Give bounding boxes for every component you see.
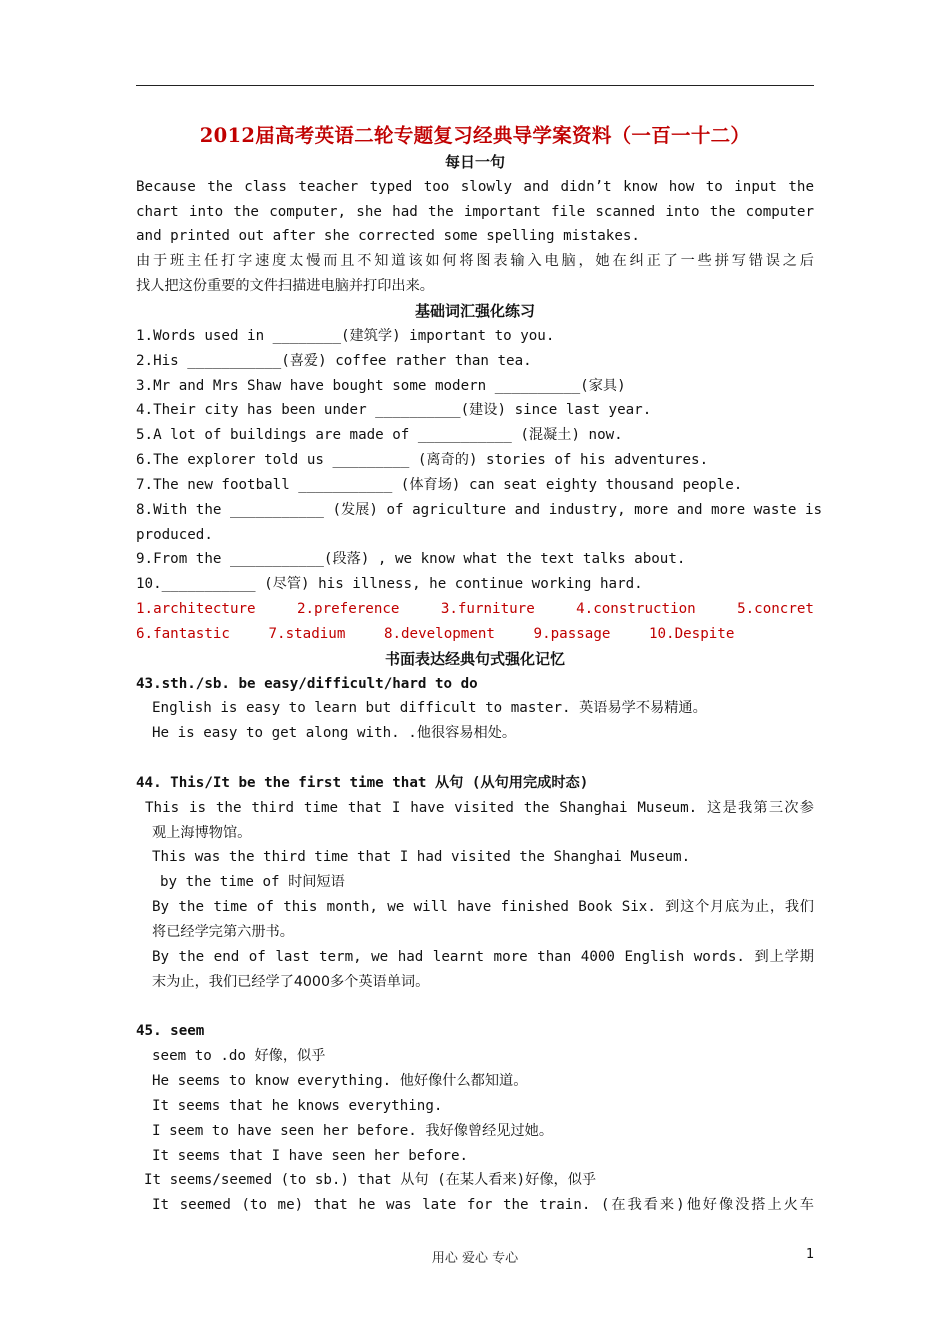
example-line: This was the third time that I had visited the Shanghai Museum.	[152, 849, 691, 866]
answer-item: 10.Despite	[648, 625, 735, 642]
vocab-item: 1.Words used in ________(建筑学) important to you.	[136, 327, 555, 344]
vocab-item: 10.___________ (尽管) his illness, he continue working hard.	[136, 576, 643, 593]
document-title: 2012届高考英语二轮专题复习经典导学案资料（一百一十二）	[199, 124, 751, 147]
example-line: It seems that I have seen her before.	[152, 1147, 469, 1164]
example-line: It seems that he knows everything.	[152, 1097, 443, 1114]
footer-motto: 用心 爱心 专心	[431, 1251, 519, 1266]
answer-key-row-1	[136, 597, 814, 622]
daily-chinese-line: 由于班主任打字速度太慢而且不知道该如何将图表输入电脑，她在纠正了一些拼写错误之后	[136, 253, 814, 270]
vocab-item: 6.The explorer told us _________ (离奇的) stories of his adventures.	[136, 452, 709, 469]
example-line: English is easy to learn but difficult to master. 英语易学不易精通。	[152, 700, 707, 717]
vocab-item: 5.A lot of buildings are made of ___________ (混凝土) now.	[136, 427, 623, 444]
vocab-heading: 基础词汇强化练习	[414, 302, 535, 321]
answer-item: 7.stadium	[268, 625, 346, 642]
daily-chinese-line: 找人把这份重要的文件扫描进电脑并打印出来。	[136, 278, 434, 295]
writing-heading: 书面表达经典句式强化记忆	[384, 649, 565, 668]
example-line: By the time of this month, we will have finished Book Six. 到这个月底为止，我们	[152, 899, 814, 916]
vocab-item: 9.From the ___________(段落) , we know what the text talks about.	[136, 551, 686, 568]
page-number: 1	[806, 1247, 815, 1262]
example-line: He is easy to get along with. .他很容易相处。	[152, 725, 517, 742]
example-line: It seemed (to me) that he was late for the train. (在我看来)他好像没搭上火车	[152, 1197, 814, 1214]
example-line: I seem to have seen her before. 我好像曾经见过她。	[152, 1122, 554, 1139]
example-line: This is the third time that I have visited the Shanghai Museum. 这是我第三次参	[145, 799, 814, 816]
answer-item: 9.passage	[533, 625, 611, 642]
daily-english-line: Because the class teacher typed too slowly and didn’t know how to input the	[136, 178, 814, 195]
daily-sentence-heading: 每日一句	[444, 153, 505, 171]
vocab-item: 7.The new football ___________ (体育场) can seat eighty thousand people.	[136, 476, 743, 493]
example-line: 末为止，我们已经学了4000多个英语单词。	[152, 973, 430, 990]
answer-item: 1.architecture	[136, 601, 256, 618]
example-line: By the end of last term, we had learnt more than 4000 English words. 到上学期	[152, 948, 814, 965]
vocab-item-continued: produced.	[136, 526, 213, 543]
vocab-item: 4.Their city has been under __________(建设) since last year.	[136, 402, 652, 419]
pattern-43-title: 43.sth./sb. be easy/difficult/hard to do	[136, 675, 478, 692]
example-line: by the time of 时间短语	[160, 874, 345, 891]
pattern-45-title: 45. seem	[136, 1023, 205, 1040]
example-line: It seems/seemed (to sb.) that 从句 (在某人看来)好像，似乎	[144, 1172, 597, 1189]
example-line: He seems to know everything. 他好像什么都知道。	[152, 1073, 528, 1090]
vocab-item: 8.With the ___________ (发展) of agriculture and industry, more and more waste is	[136, 501, 823, 518]
answer-item: 4.construction	[576, 601, 696, 618]
vocab-item: 3.Mr and Mrs Shaw have bought some modern __________(家具)	[136, 377, 626, 394]
pattern-44-title: 44. This/It be the first time that 从句 (从句用完成时态)	[136, 774, 589, 791]
example-line: 观上海博物馆。	[152, 824, 252, 841]
answer-item: 8.development	[383, 625, 495, 642]
document-body	[136, 122, 823, 1218]
header-rule	[136, 85, 814, 86]
vocab-item: 2.His ___________(喜爱) coffee rather than tea.	[136, 352, 532, 369]
example-line: 将已经学完第六册书。	[152, 924, 294, 941]
answer-item: 6.fantastic	[136, 625, 230, 642]
daily-english-line: chart into the computer, she had the important file scanned into the computer	[136, 203, 814, 220]
example-line: seem to .do 好像，似乎	[152, 1048, 326, 1065]
answer-item: 5.concret	[737, 601, 814, 618]
answer-item: 2.preference	[296, 601, 400, 618]
answer-item: 3.furniture	[440, 601, 535, 618]
daily-english-line: and printed out after she corrected some spelling mistakes.	[136, 228, 640, 245]
answer-key-row-2	[136, 622, 814, 647]
